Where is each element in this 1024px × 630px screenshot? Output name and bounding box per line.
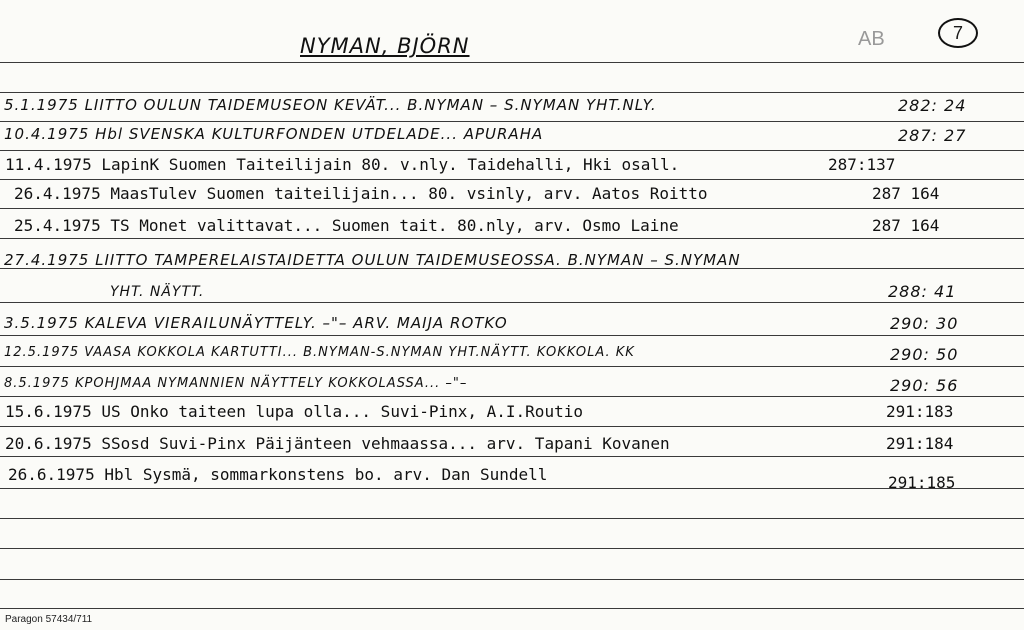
entry-ref: 288: 41	[888, 282, 957, 301]
entry-text: 20.6.1975 SSosd Suvi-Pinx Päijänteen vehmaassa... arv. Tapani Kovanen	[5, 434, 670, 453]
rule-line	[0, 548, 1024, 549]
rule-line	[0, 335, 1024, 336]
entry-ref: 290: 30	[890, 314, 959, 333]
entry-text: 27.4.1975 LIITTO TAMPERELAISTAIDETTA OULUN TAIDEMUSEOSSA. B.NYMAN – S.NYMAN	[4, 251, 741, 269]
entry-ref: 287 164	[872, 216, 940, 235]
rule-line	[0, 579, 1024, 580]
rule-line	[0, 179, 1024, 180]
entry-ref: 290: 56	[890, 376, 959, 395]
rule-line	[0, 426, 1024, 427]
entry-text: YHT. NÄYTT.	[110, 284, 205, 300]
entry-text: 26.4.1975 MaasTulev Suomen taiteilijain... 80. vsinly, arv. Aatos Roitto	[14, 184, 708, 203]
rule-line	[0, 62, 1024, 63]
entry-text: 3.5.1975 KALEVA VIERAILUNÄYTTELY. –"– ARV. MAIJA ROTKO	[4, 314, 508, 332]
rule-line	[0, 488, 1024, 489]
entry-ref: 287 164	[872, 184, 940, 203]
entry-ref: 287: 27	[898, 126, 967, 145]
rule-line	[0, 121, 1024, 122]
entry-text: 8.5.1975 KPOHJMAA NYMANNIEN NÄYTTELY KOKKOLASSA... –"–	[4, 376, 468, 391]
entry-text: 25.4.1975 TS Monet valittavat... Suomen tait. 80.nly, arv. Osmo Laine	[14, 216, 679, 235]
rule-line	[0, 238, 1024, 239]
rule-line	[0, 608, 1024, 609]
entry-ref: 291:185	[888, 473, 956, 492]
rule-line	[0, 208, 1024, 209]
entry-ref: 282: 24	[898, 96, 967, 115]
rule-line	[0, 396, 1024, 397]
footer-print: Paragon 57434/711	[5, 614, 93, 625]
rule-line	[0, 150, 1024, 151]
card-number: 7	[938, 18, 978, 48]
initials-mark: AB	[858, 28, 885, 50]
rule-line	[0, 92, 1024, 93]
rule-line	[0, 456, 1024, 457]
rule-line	[0, 518, 1024, 519]
entry-text: 12.5.1975 VAASA KOKKOLA KARTUTTI... B.NYMAN-S.NYMAN YHT.NÄYTT. KOKKOLA. KK	[4, 345, 635, 360]
entry-text: 11.4.1975 LapinK Suomen Taiteilijain 80. v.nly. Taidehalli, Hki osall.	[5, 155, 680, 174]
entry-ref: 291:184	[886, 434, 954, 453]
rule-line	[0, 302, 1024, 303]
entry-text: 10.4.1975 Hbl SVENSKA KULTURFONDEN UTDELADE... APURAHA	[4, 125, 544, 143]
card-title: NYMAN, BJÖRN	[300, 34, 470, 58]
entry-ref: 287:137	[828, 155, 896, 174]
rule-line	[0, 366, 1024, 367]
entry-text: 15.6.1975 US Onko taiteen lupa olla... Suvi-Pinx, A.I.Routio	[5, 402, 583, 421]
entry-ref: 291:183	[886, 402, 954, 421]
entry-text: 26.6.1975 Hbl Sysmä, sommarkonstens bo. arv. Dan Sundell	[8, 465, 548, 484]
entry-ref: 290: 50	[890, 345, 959, 364]
entry-text: 5.1.1975 LIITTO OULUN TAIDEMUSEON KEVÄT... B.NYMAN – S.NYMAN YHT.NLY.	[4, 96, 657, 114]
